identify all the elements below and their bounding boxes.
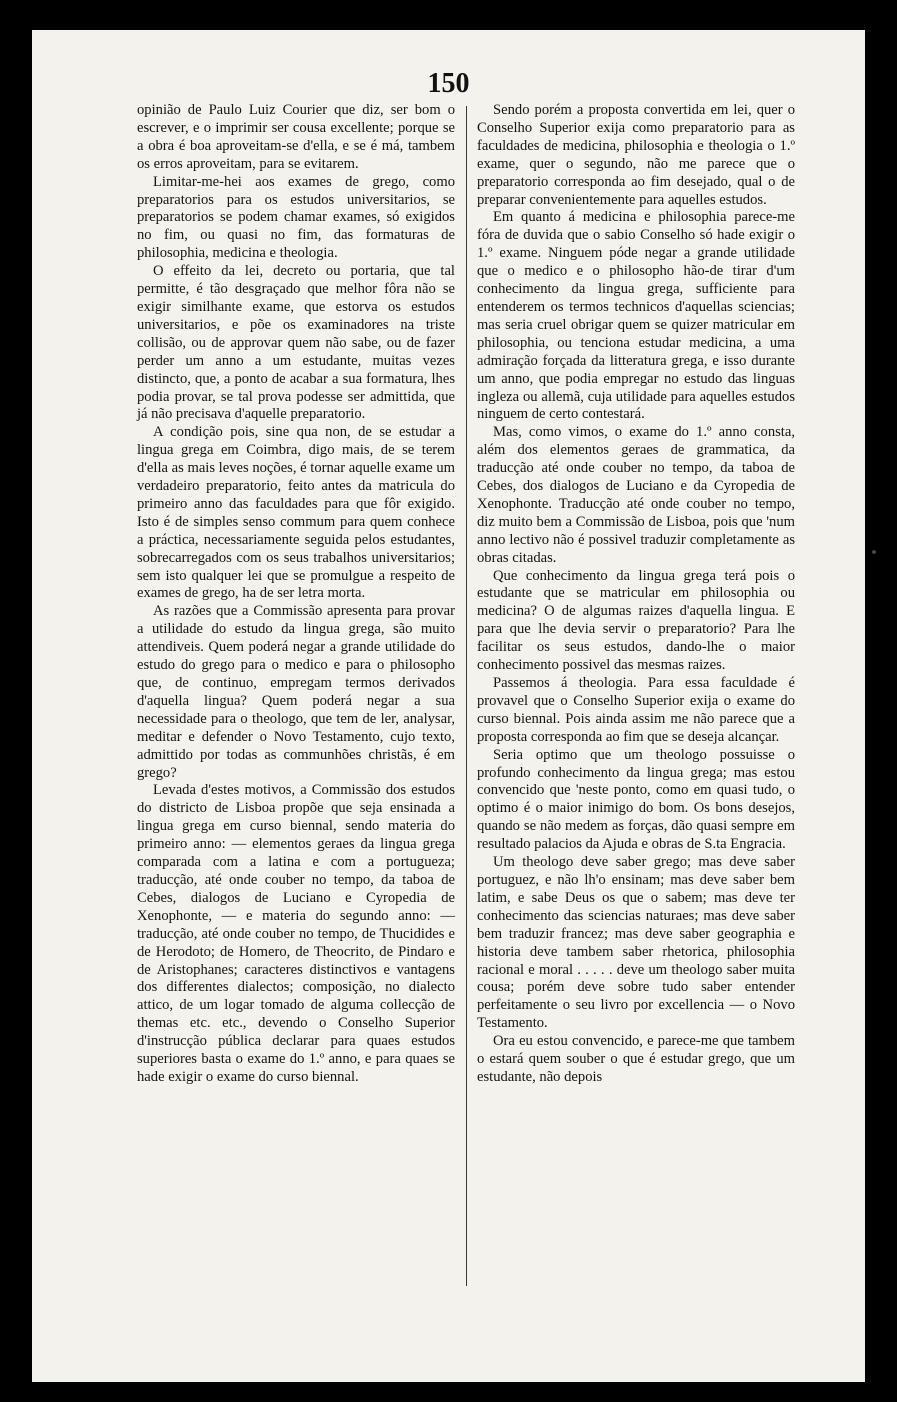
newspaper-page xyxy=(32,30,865,1382)
paragraph: A condição pois, sine qua non, de se estudar a lingua grega em Coimbra, digo mais, de se terem d'ella as mais leves noções, é tornar aquelle exame um verdadeiro preparatorio, feito antes da matricula do primeiro anno das faculdades para que fôr exigido. Isto é de simples senso commum para quem conhece a práctica, necessariamente seguida pelos estudantes, sobrecarregados com os seus trabalhos universitarios; sem isto qualquer lei que se promulgue a respeito de exames de grego, ha de ser letra morta. xyxy=(137,424,455,602)
paragraph: Ora eu estou convencido, e parece-me que tambem o estará quem souber o que é estudar grego, que um estudante, não depois xyxy=(477,1033,795,1085)
page-number: 150 xyxy=(427,68,470,99)
column-divider xyxy=(466,106,467,1286)
paragraph: Passemos á theologia. Para essa faculdade é provavel que o Conselho Superior exija o exame do curso biennal. Pois ainda assim me não parece que a proposta corresponda ao fim que se deseja alcançar. xyxy=(477,675,795,745)
paragraph: Limitar-me-hei aos exames de grego, como preparatorios para os estudos universitarios, se preparatorios se podem chamar exames, só exigidos no fim, ou quasi no fim, das formaturas de philosophia, medicina e theologia. xyxy=(137,173,455,262)
paragraph: Um theologo deve saber grego; mas deve saber portuguez, e não lh'o ensinam; mas deve saber bem latim, e sabe Deus os que o sabem; mas deve ter conhecimento das sciencias naturaes; mas deve saber bem traduzir francez; mas deve saber geographia e historia deve tambem saber rhetorica, philosophia racional e moral . . . . . deve um theologo saber muita cousa; porém deve sobre tudo saber entender perfeitamente o seu livro por excellencia — o Novo Testamento. xyxy=(477,854,795,1032)
paragraph: Seria optimo que um theologo possuisse o profundo conhecimento da lingua grega; mas estou convencido que 'neste ponto, como em quasi tudo, o optimo é o maior inimigo do bom. Os bons desejos, quando se não medem as forças, dão quasi sempre em resultado palacios da Ajuda e obras de S.ta Engracia. xyxy=(477,746,795,853)
paragraph: Mas, como vimos, o exame do 1.º anno consta, além dos elementos geraes de grammatica, da traducção até onde couber no tempo, da taboa de Cebes, dos dialogos de Luciano e da Cyropedia de Xenophonte. Traducção até onde couber no tempo, diz muito bem a Commissão de Lisboa, pois que 'num anno lectivo não é possivel traduzir completamente as obras citadas. xyxy=(477,424,795,566)
right-column xyxy=(477,102,795,1087)
paragraph: As razões que a Commissão apresenta para provar a utilidade do estudo da lingua grega, são muito attendiveis. Quem poderá negar a grande utilidade do estudo do grego para o medico e para o philosopho que, de continuo, empregam termos derivados d'aquella lingua? Quem poderá negar a sua necessidade para o theologo, que tem de ler, analysar, meditar e defender o Novo Testamento, cujo texto, admittido por todas as communhões christãs, é em grego? xyxy=(137,603,455,781)
paragraph: opinião de Paulo Luiz Courier que diz, ser bom o escrever, e o imprimir ser cousa excellente; porque se a obra é boa aproveitam-se d'ella, e se é má, tambem os erros aproveitam, para se evitarem. xyxy=(137,102,455,172)
ink-speck xyxy=(872,550,876,554)
paragraph: Levada d'estes motivos, a Commissão dos estudos do districto de Lisboa propõe que seja ensinada a lingua grega em curso biennal, sendo materia do primeiro anno: — elementos geraes da lingua grega comparada com a latina e com a portugueza; traducção, até onde couber no tempo, da taboa de Cebes, dialogos de Luciano e Cyropedia de Xenophonte, — e materia do segundo anno: — traducção, até onde couber no tempo, de Thucidides e de Herodoto; de Homero, de Theocrito, de Pindaro e de Aristophanes; caracteres distinctivos e vantagens dos differentes dialectos; composição, no dialecto attico, de um logar tomado de alguma collecção de themas etc. etc., devendo o Conselho Superior d'instrucção pública declarar para quaes estudos superiores basta o exame do 1.º anno, e para quaes se hade exigir o exame do curso biennal. xyxy=(137,782,455,1085)
paragraph: Sendo porém a proposta convertida em lei, quer o Conselho Superior exija como preparatorio para as faculdades de medicina, philosophia e theologia o 1.º exame, quer o segundo, não me parece que o preparatorio corresponda ao fim desejado, qual o de preparar convenientemente para aquelles estudos. xyxy=(477,102,795,208)
left-column xyxy=(137,102,455,1087)
paragraph: Em quanto á medicina e philosophia parece-me fóra de duvida que o sabio Conselho só hade exigir o 1.º exame. Ninguem póde negar a grande utilidade que o medico e o philosopho hão-de tirar d'um conhecimento da lingua grega, sufficiente para entenderem os termos technicos d'aquellas sciencias; mas seria cruel obrigar quem se quizer matricular em philosophia, ou tenciona estudar medicina, a uma admiração forçada da litteratura grega, e isso durante um anno, que podia empregar no estudo das linguas ingleza ou allemã, cuja utilidade para aquelles estudos ninguem de certo contestará. xyxy=(477,209,795,423)
paragraph: Que conhecimento da lingua grega terá pois o estudante que se matricular em philosophia ou medicina? O de algumas raizes d'aquella lingua. E para que lhe devia servir o preparatorio? Para lhe facilitar os seus estudos, dando-lhe o maior conhecimento possivel das mesmas raizes. xyxy=(477,567,795,674)
paragraph: O effeito da lei, decreto ou portaria, que tal permitte, é tão desgraçado que melhor fôra não se exigir similhante exame, que estorva os estudos universitarios, e põe os examinadores na triste collisão, ou de approvar quem não sabe, ou de fazer perder um anno a um estudante, muitas vezes distincto, que, a ponto de acabar a sua formatura, lhes podia provar, se tal prova podesse ser admittida, que já não precisava d'aquelle preparatorio. xyxy=(137,263,455,423)
